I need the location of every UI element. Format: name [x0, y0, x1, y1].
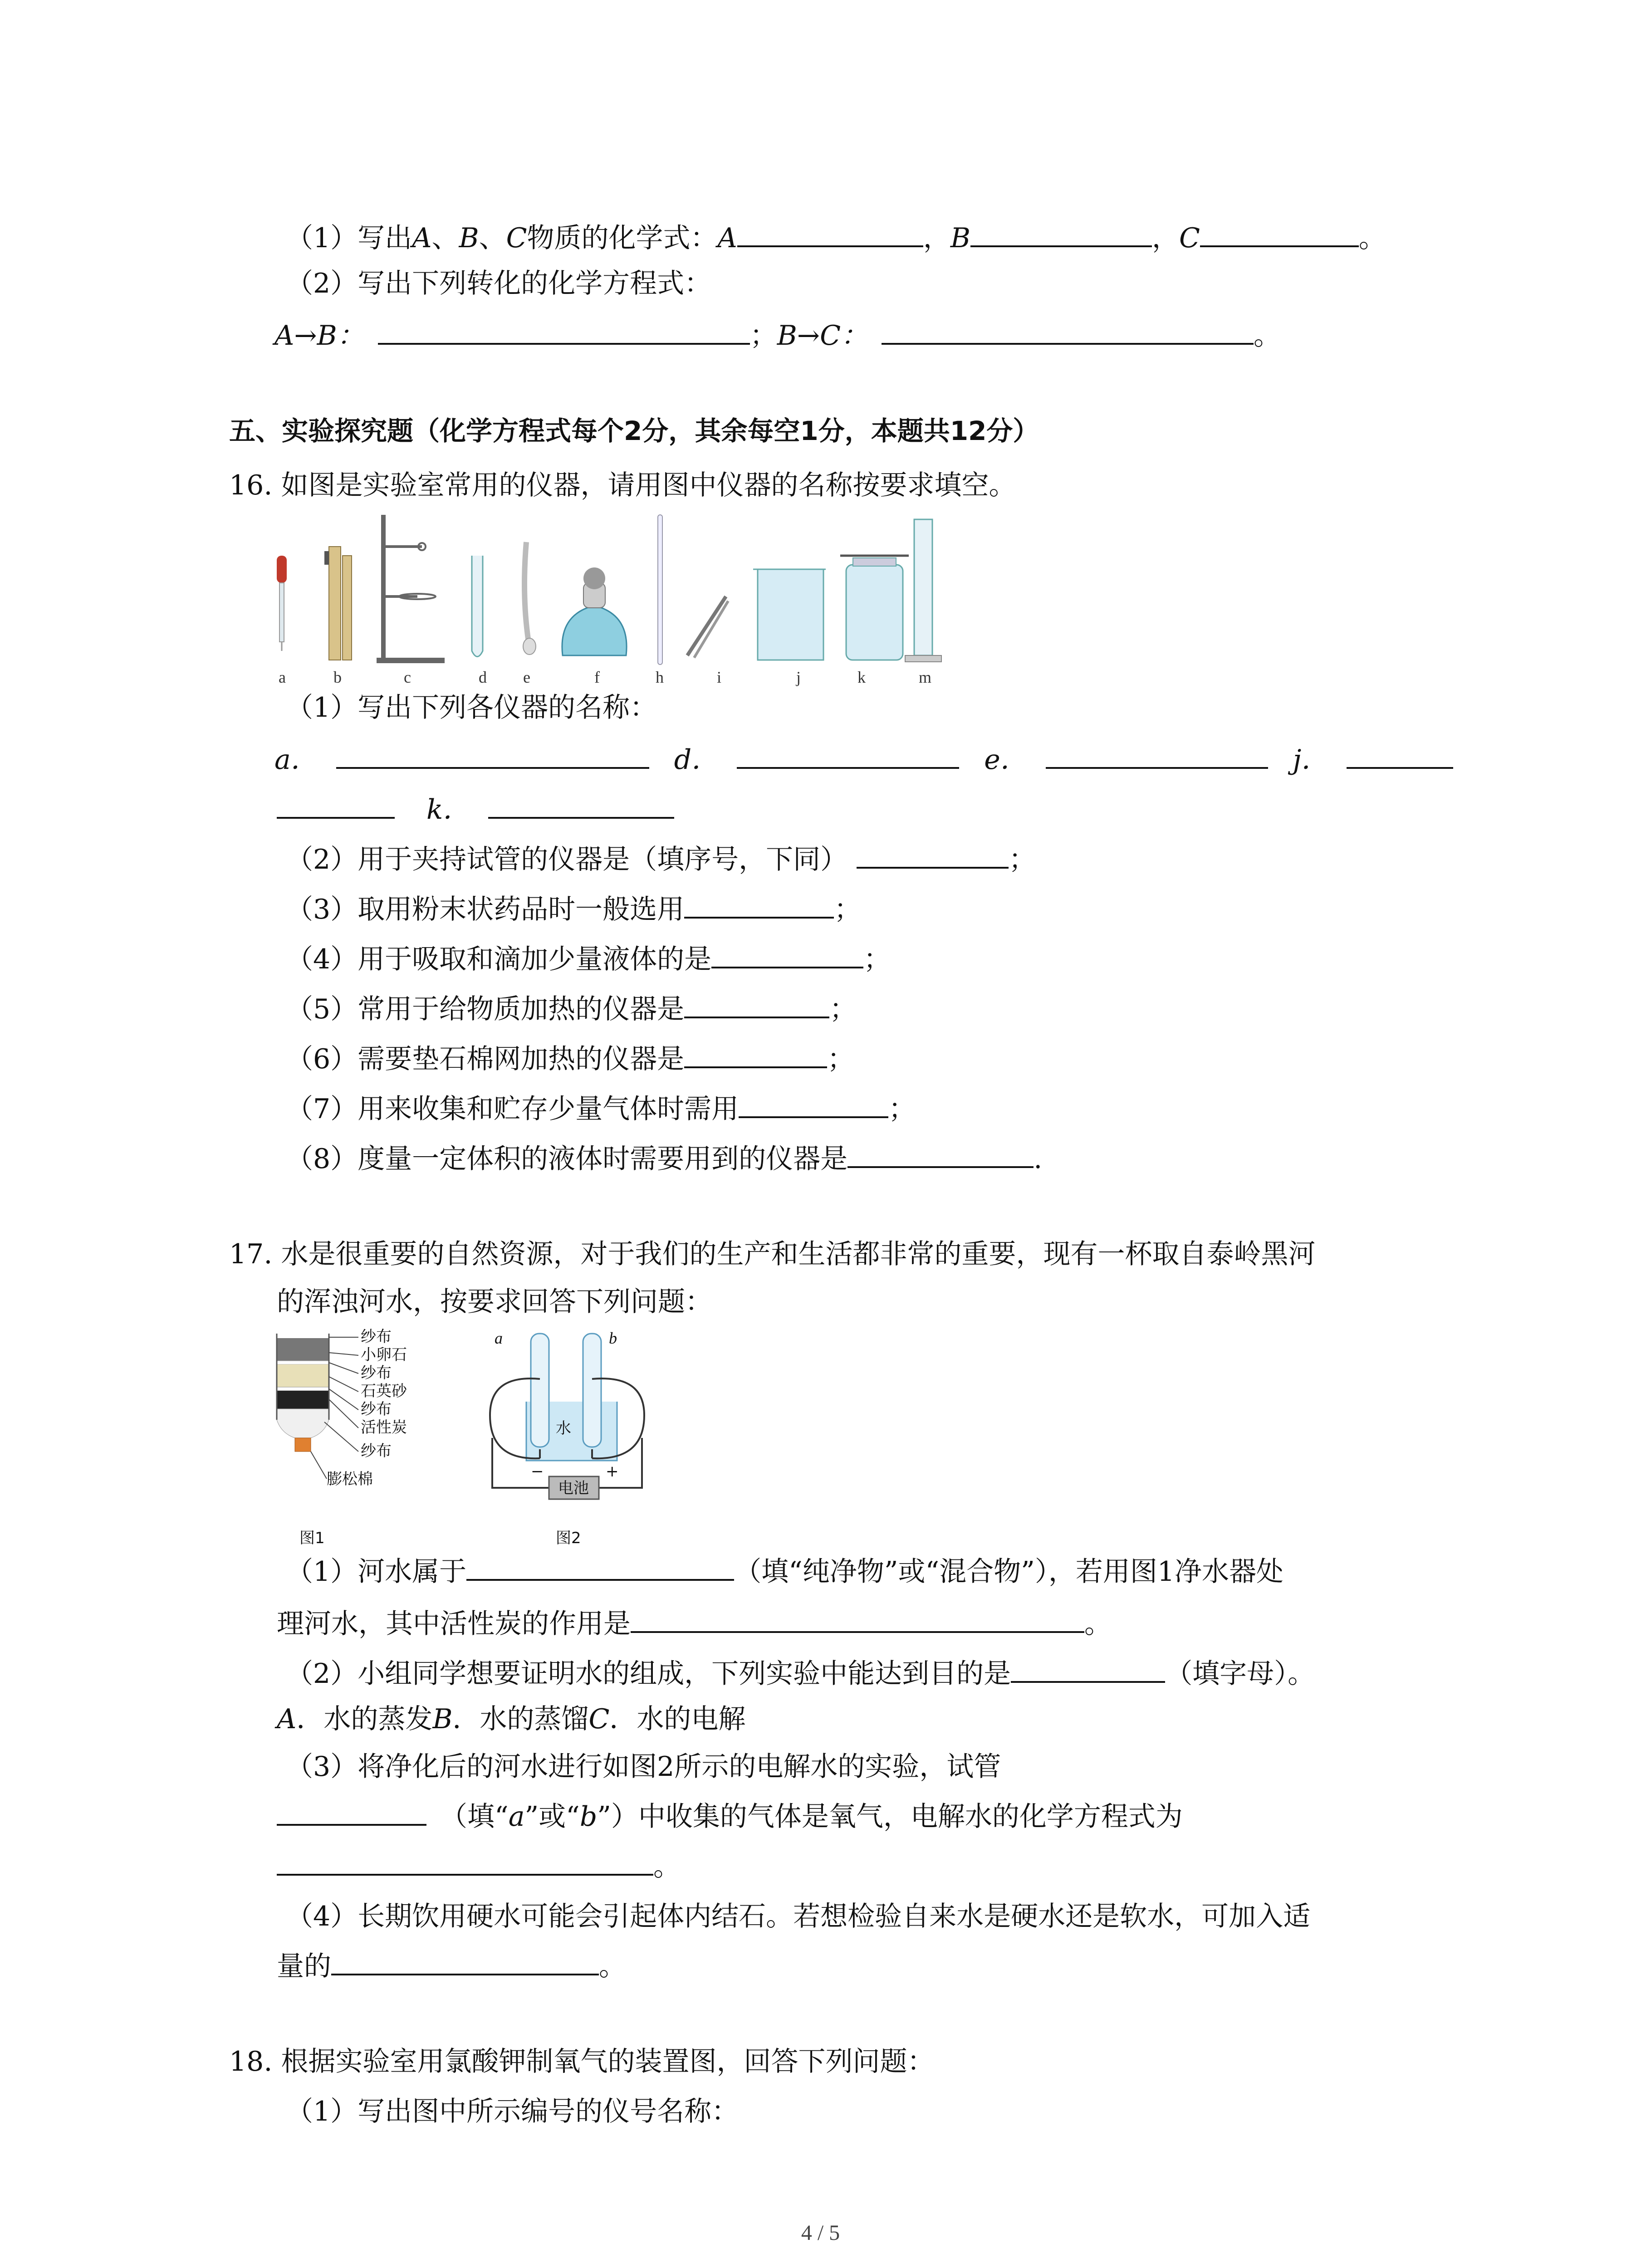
- text: C: [588, 1703, 610, 1735]
- answer-blank[interactable]: [684, 1043, 827, 1068]
- page-number: 4 / 5: [801, 2221, 840, 2245]
- text: A: [277, 1703, 297, 1735]
- text: b: [579, 1801, 598, 1833]
- var: A: [412, 222, 432, 254]
- q17-s1a: [286, 1554, 1283, 1590]
- text: ；: [749, 320, 777, 352]
- text: （2）用于夹持试管的仪器是（填序号，下同）: [286, 844, 848, 875]
- instrument-label: f: [594, 668, 600, 686]
- minus-label: −: [531, 1462, 544, 1481]
- text: d．: [674, 744, 719, 776]
- q16-s6: [286, 1041, 854, 1077]
- text: .: [1034, 1143, 1043, 1175]
- text: （填字母）。: [1165, 1658, 1315, 1690]
- lab-instruments-figure: [268, 506, 962, 687]
- medicine-spoon-instrument: [523, 542, 536, 655]
- answer-blank[interactable]: [466, 1555, 734, 1581]
- answer-blank[interactable]: [684, 893, 834, 919]
- var: A: [717, 222, 737, 254]
- text: （5）常用于给物质加热的仪器是: [286, 993, 685, 1025]
- var: B: [459, 222, 479, 254]
- text: （7）用来收集和贮存少量气体时需用: [286, 1093, 739, 1125]
- tube-a-label: a: [495, 1329, 503, 1347]
- layer-label: 纱布: [361, 1400, 392, 1418]
- instrument-label: m: [919, 668, 932, 686]
- gas-jar-instrument: [840, 556, 909, 660]
- layer-label: 纱布: [361, 1364, 392, 1382]
- test-tube-instrument: [472, 556, 483, 657]
- text: a: [508, 1801, 525, 1833]
- text: （8）度量一定体积的液体时需要用到的仪器是: [286, 1143, 848, 1175]
- text: （1）河水属于: [286, 1556, 467, 1588]
- q17-s2: [286, 1656, 1315, 1692]
- text: j．: [1293, 744, 1329, 776]
- answer-blank[interactable]: [739, 1093, 888, 1118]
- graduated-cylinder-instrument: [905, 519, 941, 662]
- alcohol-lamp-instrument: [562, 567, 627, 655]
- q17-stem-line1: 17. 水是很重要的自然资源，对于我们的生产和生活都非常的重要，现有一杯取自泰岭黑河: [229, 1238, 1316, 1270]
- text: B: [432, 1703, 453, 1735]
- text: ”或“: [524, 1801, 580, 1833]
- text: e．: [984, 744, 1028, 776]
- text: ；: [829, 993, 857, 1025]
- answer-blank[interactable]: [631, 1608, 1084, 1633]
- var: C: [506, 222, 527, 254]
- instrument-label: i: [717, 668, 722, 686]
- answer-blank[interactable]: [711, 943, 863, 968]
- q17-s2-options: [277, 1701, 745, 1737]
- layer-label: 小卵石: [361, 1346, 407, 1364]
- answer-blank[interactable]: [857, 843, 1009, 869]
- q15-line3: [274, 318, 1281, 354]
- q16-s3: [286, 891, 861, 928]
- instrument-label: k: [857, 668, 866, 686]
- tweezers-instrument: [687, 596, 728, 658]
- layer-label: 石英砂: [361, 1382, 407, 1400]
- q16-s1-row2: [277, 792, 674, 828]
- answer-blank[interactable]: [1200, 222, 1359, 247]
- q16-s1: （1）写出下列各仪器的名称：: [286, 692, 657, 723]
- q17-s4a: （4）长期饮用硬水可能会引起体内结石。若想检验自来水是硬水还是软水，可加入适: [286, 1901, 1311, 1932]
- text: 。: [1253, 320, 1281, 352]
- glass-rod-instrument: [658, 515, 662, 665]
- text: ．水的电解: [609, 1703, 746, 1735]
- test-tube-holder-instrument: [324, 547, 352, 660]
- plus-label: +: [606, 1462, 619, 1481]
- tube-b-label: b: [609, 1329, 617, 1347]
- text: ；: [834, 894, 862, 925]
- instrument-label: b: [333, 668, 342, 686]
- instrument-label: j: [796, 668, 801, 686]
- instrument-label: d: [479, 668, 487, 686]
- answer-blank[interactable]: [882, 319, 1254, 345]
- answer-blank[interactable]: [847, 1143, 1034, 1168]
- text: 。: [653, 1851, 681, 1882]
- answer-blank[interactable]: [1347, 743, 1453, 769]
- section-heading: 五、实验探究题（化学方程式每个2分，其余每空1分，本题共12分）: [229, 415, 1039, 446]
- q16-s8: [286, 1141, 1042, 1177]
- battery-label: 电池: [558, 1479, 589, 1497]
- q17-stem-line2: 的浑浊河水，按要求回答下列问题：: [277, 1286, 712, 1318]
- text: ，: [923, 222, 950, 254]
- carbon-layer: [277, 1391, 329, 1409]
- q16-s5: [286, 991, 857, 1027]
- figure-caption: 图2: [556, 1529, 581, 1547]
- text: （6）需要垫石棉网加热的仪器是: [286, 1043, 685, 1075]
- q16-s1-row: [274, 742, 1453, 778]
- answer-blank[interactable]: [277, 1850, 653, 1876]
- layer-label: 纱布: [361, 1328, 392, 1346]
- layer-label: 活性炭: [361, 1418, 407, 1437]
- q15-line2: （2）写出下列转化的化学方程式：: [286, 268, 712, 299]
- q16-s2: [286, 841, 1036, 878]
- figure-caption: 图1: [299, 1529, 325, 1547]
- sand-layer: [277, 1364, 329, 1387]
- text: A→B：: [274, 320, 364, 352]
- text: 。: [1084, 1608, 1112, 1640]
- q15-line1: [286, 220, 1386, 256]
- text: 、: [431, 222, 459, 254]
- text: a．: [274, 744, 318, 776]
- electrolysis-figure: [472, 1325, 662, 1551]
- answer-blank[interactable]: [737, 222, 923, 247]
- answer-blank[interactable]: [336, 743, 649, 769]
- instrument-label: e: [523, 668, 530, 686]
- instrument-label: c: [404, 668, 411, 686]
- water-label: 水: [556, 1419, 571, 1437]
- answer-blank[interactable]: [277, 1800, 426, 1826]
- text: 量的: [277, 1950, 331, 1982]
- answer-blank[interactable]: [1011, 1657, 1165, 1683]
- q17-s3b: [277, 1799, 1183, 1835]
- text: （填“: [440, 1801, 509, 1833]
- pebble-layer: [277, 1338, 329, 1361]
- answer-blank[interactable]: [737, 743, 959, 769]
- text: （1）写出: [286, 222, 412, 254]
- water-purifier-figure: [272, 1325, 463, 1551]
- text: （3）取用粉末状药品时一般选用: [286, 894, 685, 925]
- text: 物质的化学式：: [527, 222, 718, 254]
- q16-s4: [286, 941, 891, 978]
- text: （填“纯净物”或“混合物”），若用图1净水器处: [734, 1556, 1284, 1588]
- text: k．: [426, 794, 470, 826]
- q18-stem: 18. 根据实验室用氯酸钾制氧气的装置图，回答下列问题：: [229, 2046, 935, 2077]
- text: 理河水，其中活性炭的作用是: [277, 1608, 631, 1640]
- bottom-label: 膨松棉: [327, 1470, 373, 1488]
- q17-s3c: [277, 1848, 681, 1885]
- q17-s3a: （3）将净化后的河水进行如图2所示的电解水的实验，试管: [286, 1751, 1001, 1783]
- q18-s1: （1）写出图中所示编号的仪号名称：: [286, 2096, 739, 2127]
- text: ，: [1151, 222, 1179, 254]
- beaker-instrument: [753, 569, 826, 660]
- text: （4）用于吸取和滴加少量液体的是: [286, 943, 712, 975]
- answer-blank[interactable]: [1046, 743, 1268, 769]
- var: C: [1179, 222, 1200, 254]
- test-tube-a: [531, 1334, 549, 1447]
- instrument-label: h: [656, 668, 664, 686]
- q16-stem: 16. 如图是实验室常用的仪器，请用图中仪器的名称按要求填空。: [229, 469, 1016, 501]
- answer-blank[interactable]: [378, 319, 750, 345]
- text: ；: [863, 943, 891, 975]
- test-tube-b: [583, 1334, 601, 1447]
- text: 。: [599, 1950, 626, 1982]
- text: ．水的蒸发: [296, 1703, 433, 1735]
- text: （2）小组同学想要证明水的组成，下列实验中能达到目的是: [286, 1658, 1011, 1690]
- instrument-label: a: [279, 668, 286, 686]
- q17-s1b: [277, 1606, 1112, 1642]
- text: ．水的蒸馏: [452, 1703, 589, 1735]
- text: ；: [827, 1043, 855, 1075]
- text: ；: [1009, 844, 1036, 875]
- dropper-instrument: [277, 556, 287, 651]
- answer-blank[interactable]: [277, 793, 395, 819]
- q17-s4b: [277, 1948, 626, 1984]
- answer-blank[interactable]: [488, 793, 674, 819]
- iron-stand-instrument: [377, 515, 445, 663]
- text: ；: [888, 1093, 916, 1125]
- var: B: [950, 222, 970, 254]
- layer-label: 纱布: [361, 1442, 392, 1460]
- text: ”）中收集的气体是氧气，电解水的化学方程式为: [597, 1801, 1183, 1833]
- answer-blank[interactable]: [970, 222, 1152, 247]
- q16-s7: [286, 1091, 916, 1127]
- answer-blank[interactable]: [684, 993, 829, 1018]
- answer-blank[interactable]: [331, 1950, 599, 1975]
- text: 。: [1358, 222, 1386, 254]
- text: B→C：: [777, 320, 868, 352]
- text: 、: [479, 222, 506, 254]
